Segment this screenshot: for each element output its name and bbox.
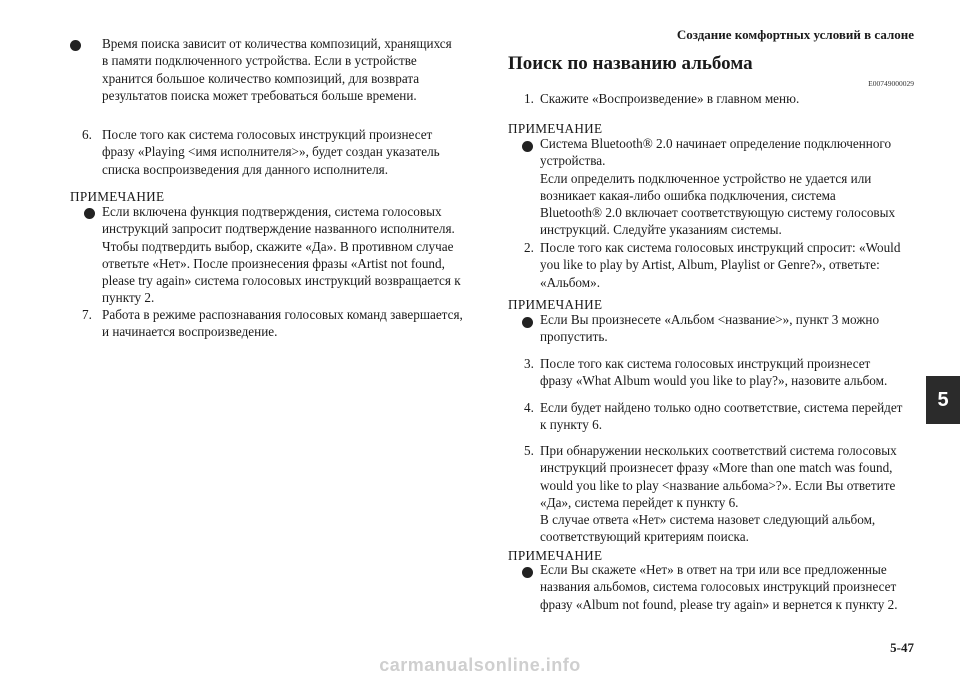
text-line: фразу «What Album would you like to play?», назовите альбом. xyxy=(540,373,888,389)
chapter-tab: 5 xyxy=(926,376,960,424)
text-line: к пункту 6. xyxy=(540,417,603,433)
left-bullet1-text xyxy=(102,35,452,104)
step-number: 1. xyxy=(524,91,534,106)
text-line: В случае ответа «Нет» система назовет следующий альбом, xyxy=(540,512,876,528)
text-line: you like to play by Artist, Album, Playlist or Genre?», ответьте: xyxy=(540,257,880,273)
right-step2-text xyxy=(540,239,900,291)
step-number: 6. xyxy=(82,127,92,142)
text-line: При обнаружении нескольких соответствий система голосовых xyxy=(540,443,897,458)
left-note-text xyxy=(102,203,461,307)
text-line: инструкций произнесет фразу «More than one match was found, xyxy=(540,460,893,476)
text-line: «Альбом». xyxy=(540,274,601,290)
text-line: фразу «Album not found, please try again» и вернется к пункту 2. xyxy=(540,596,898,612)
watermark: carmanualsonline.info xyxy=(379,655,581,675)
text-line: После того как система голосовых инструкций произнесет xyxy=(102,127,433,142)
text-line: Если включена функция подтверждения, система голосовых xyxy=(102,204,442,219)
text-line: Bluetooth® 2.0 включает соответствующую систему голосовых xyxy=(540,205,896,221)
text-line: результатов поиска может требоваться больше времени. xyxy=(102,87,417,103)
note-heading: ПРИМЕЧАНИЕ xyxy=(508,297,603,312)
text-line: пропустить. xyxy=(540,329,608,345)
text-line: фразу «Playing <имя исполнителя>», будет создан указатель xyxy=(102,144,440,160)
text-line: «Да», система перейдет к пункту 6. xyxy=(540,494,739,510)
note-heading: ПРИМЕЧАНИЕ xyxy=(70,189,165,204)
bullet-icon xyxy=(84,208,95,219)
text-line: Время поиска зависит от количества композиций, хранящихся xyxy=(102,36,452,51)
right-step4-text xyxy=(540,399,902,434)
text-line: Если будет найдено только одно соответствие, система перейдет xyxy=(540,400,903,415)
section-title: Поиск по названию альбома xyxy=(508,53,753,74)
text-line: соответствующий критериям поиска. xyxy=(540,529,749,545)
bullet-icon xyxy=(522,317,533,328)
left-step7-text xyxy=(102,306,463,341)
step-number: 7. xyxy=(82,307,92,322)
text-line: и начинается воспроизведение. xyxy=(102,324,278,340)
text-line: в памяти подключенного устройства. Если в устройстве xyxy=(102,53,417,69)
section-code: E00749000029 xyxy=(868,79,914,88)
text-line: Скажите «Воспроизведение» в главном меню. xyxy=(540,91,800,106)
text-line: Если определить подключенное устройство не удается или xyxy=(540,170,872,186)
step-number: 4. xyxy=(524,400,534,415)
text-line: После того как система голосовых инструкций спросит: «Would xyxy=(540,240,901,255)
text-line: После того как система голосовых инструкций произнесет xyxy=(540,356,871,371)
text-line: please try again» система голосовых инструкций возвращается к xyxy=(102,273,461,289)
note-heading: ПРИМЕЧАНИЕ xyxy=(508,121,603,136)
text-line: списка воспроизведения для данного исполнителя. xyxy=(102,161,389,177)
step-number: 5. xyxy=(524,443,534,458)
bullet-icon xyxy=(522,141,533,152)
text-line: Работа в режиме распознавания голосовых команд завершается, xyxy=(102,307,463,322)
right-step5-text xyxy=(540,442,897,546)
text-line: Если Вы произнесете «Альбом <название>», пункт 3 можно xyxy=(540,312,880,327)
text-line: названия альбомов, система голосовых инструкций произнесет xyxy=(540,579,897,595)
text-line: инструкций запросит подтверждение названного исполнителя. xyxy=(102,221,455,237)
text-line: Чтобы подтвердить выбор, скажите «Да». В противном случае xyxy=(102,238,454,254)
page-number: 5-47 xyxy=(890,640,914,655)
right-step1-text xyxy=(540,90,799,107)
right-note2-text xyxy=(540,311,879,346)
note-heading: ПРИМЕЧАНИЕ xyxy=(508,548,603,563)
right-step3-text xyxy=(540,355,887,390)
right-note1-text xyxy=(540,135,895,239)
left-step6-text xyxy=(102,126,440,178)
step-number: 2. xyxy=(524,240,534,255)
bullet-icon xyxy=(522,567,533,578)
text-line: Если Вы скажете «Нет» в ответ на три или все предложенные xyxy=(540,562,887,577)
running-header: Создание комфортных условий в салоне xyxy=(676,27,914,42)
text-line: would you like to play <название альбома>?». Если Вы ответите xyxy=(540,477,896,493)
text-line: хранится большое количество композиций, для возврата xyxy=(102,70,420,86)
text-line: пункту 2. xyxy=(102,290,155,306)
text-line: инструкций. Следуйте указаниям системы. xyxy=(540,222,782,238)
right-note3-text xyxy=(540,561,898,613)
text-line: ответьте «Нет». После произнесения фразы «Artist not found, xyxy=(102,255,445,271)
text-line: возникает какая-либо ошибка подключения, система xyxy=(540,187,836,203)
bullet-icon xyxy=(70,40,81,51)
step-number: 3. xyxy=(524,356,534,371)
text-line: Система Bluetooth® 2.0 начинает определение подключенного xyxy=(540,136,892,151)
text-line: устройства. xyxy=(540,153,606,169)
